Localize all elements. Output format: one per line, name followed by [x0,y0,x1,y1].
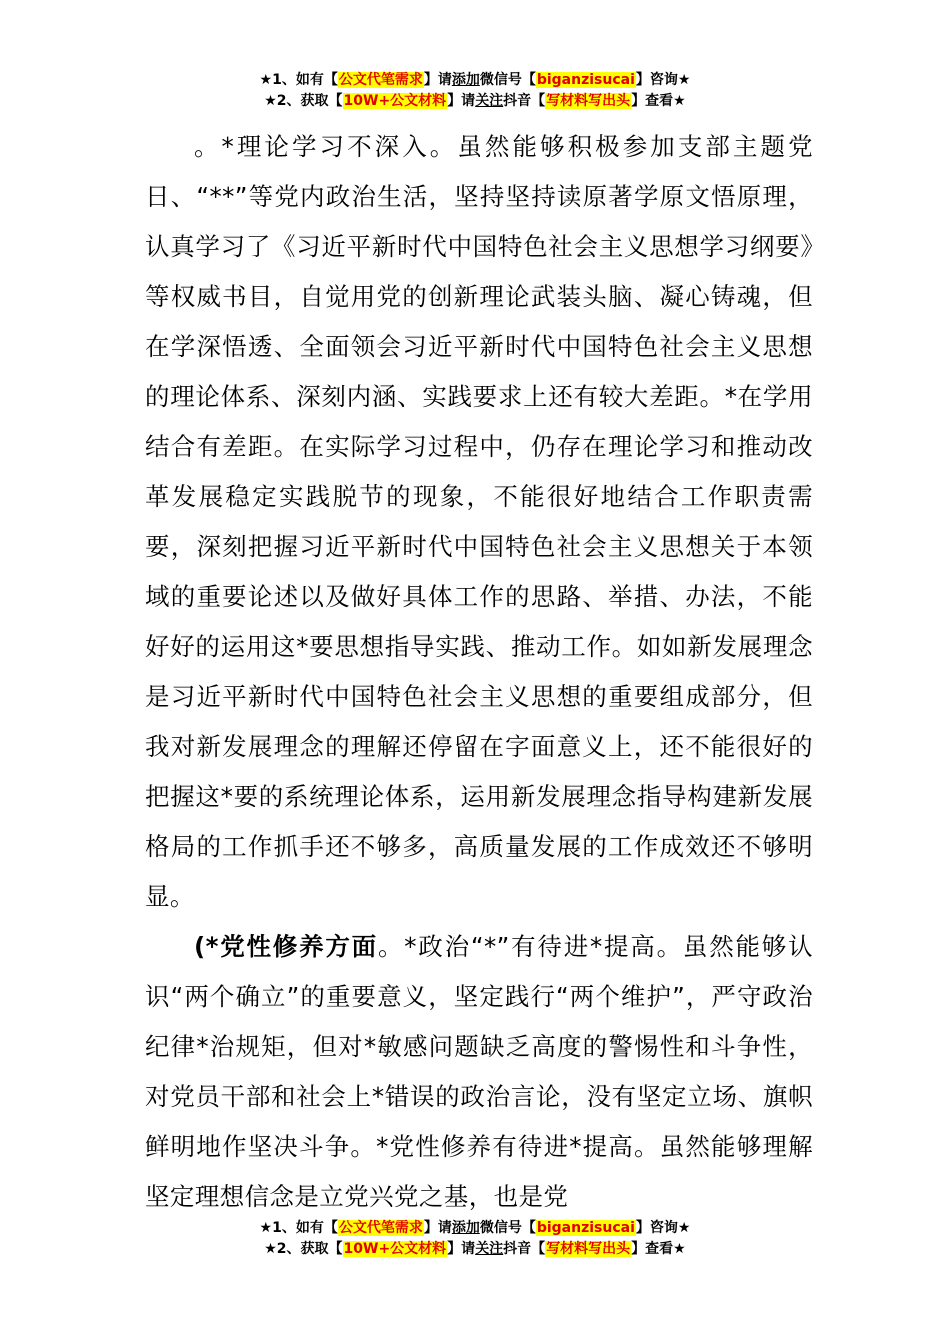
paragraph-party-spirit [145,922,813,1222]
document-body [145,122,813,1222]
underlined-text: 关注 [475,93,504,109]
banner-text: ★2、获取【 [264,93,343,109]
banner-text: 】请 [423,72,452,88]
banner-text: 微信号【 [479,72,536,88]
wechat-id: biganzisucai [536,72,635,88]
underlined-text: 添加 [451,1220,480,1236]
banner-line-2 [0,91,950,112]
banner-text: ★1、如有【 [259,72,338,88]
highlight-text: 10W+公文材料 [343,93,447,109]
highlight-text: 10W+公文材料 [343,1241,447,1257]
paragraph-theory-study: 。*理论学习不深入。虽然能够积极参加支部主题党日、“**”等党内政治生活，坚持坚持读原著学原文悟原理，认真学习了《习近平新时代中国特色社会主义思想学习纲要》等权威书目，自觉用党的创新理论武装头脑、凝心铸魂，但在学深悟透、全面领会习近平新时代中国特色社会主义思想的理论体系、深刻内涵、实践要求上还有较大差距。*在学用结合有差距。在实际学习过程中，仍存在理论学习和推动改革发展稳定实践脱节的现象，不能很好地结合工作职责需要，深刻把握习近平新时代中国特色社会主义思想关于本领域的重要论述以及做好具体工作的思路、举措、办法，不能好好的运用这*要思想指导实践、推动工作。如如新发展理念是习近平新时代中国特色社会主义思想的重要组成部分，但我对新发展理念的理解还停留在字面意义上，还不能很好的把握这*要的系统理论体系，运用新发展理念指导构建新发展格局的工作抓手还不够多，高质量发展的工作成效还不够明显。 [145,132,813,911]
banner-line-1 [0,1218,950,1239]
highlight-text: 公文代笔需求 [338,72,423,88]
banner-text: 】查看★ [631,1241,686,1257]
banner-text: 微信号【 [479,1220,536,1236]
banner-text: 】查看★ [631,93,686,109]
banner-text: 】请 [447,93,476,109]
wechat-id: biganzisucai [536,1220,635,1236]
paragraph-text: 。*政治“*”有待进*提高。虽然能够认识“两个确立”的重要意义，坚定践行“两个维护”，严守政治纪律*治规矩，但对*敏感问题缺乏高度的警惕性和斗争性，对党员干部和社会上*错误的政治言论，没有坚定立场、旗帜鲜明地作坚决斗争。*党性修养有待进*提高。虽然能够理解坚定理想信念是立党兴党之基，也是党 [145,932,813,1211]
underlined-text: 添加 [451,72,480,88]
banner-line-1 [0,70,950,91]
underlined-text: 关注 [475,1241,504,1257]
section-heading: (*党性修养方面 [194,932,378,961]
highlight-text: 公文代笔需求 [338,1220,423,1236]
footer-banner [0,1218,950,1260]
douyin-id: 写材料写出头 [546,93,631,109]
banner-text: 】咨询★ [635,1220,691,1236]
banner-text: ★2、获取【 [264,1241,343,1257]
douyin-id: 写材料写出头 [546,1241,631,1257]
banner-text: 抖音【 [503,93,546,109]
banner-line-2 [0,1239,950,1260]
header-banner [0,70,950,112]
banner-text: 抖音【 [503,1241,546,1257]
banner-text: 】咨询★ [635,72,691,88]
banner-text: ★1、如有【 [259,1220,338,1236]
banner-text: 】请 [423,1220,452,1236]
banner-text: 】请 [447,1241,476,1257]
